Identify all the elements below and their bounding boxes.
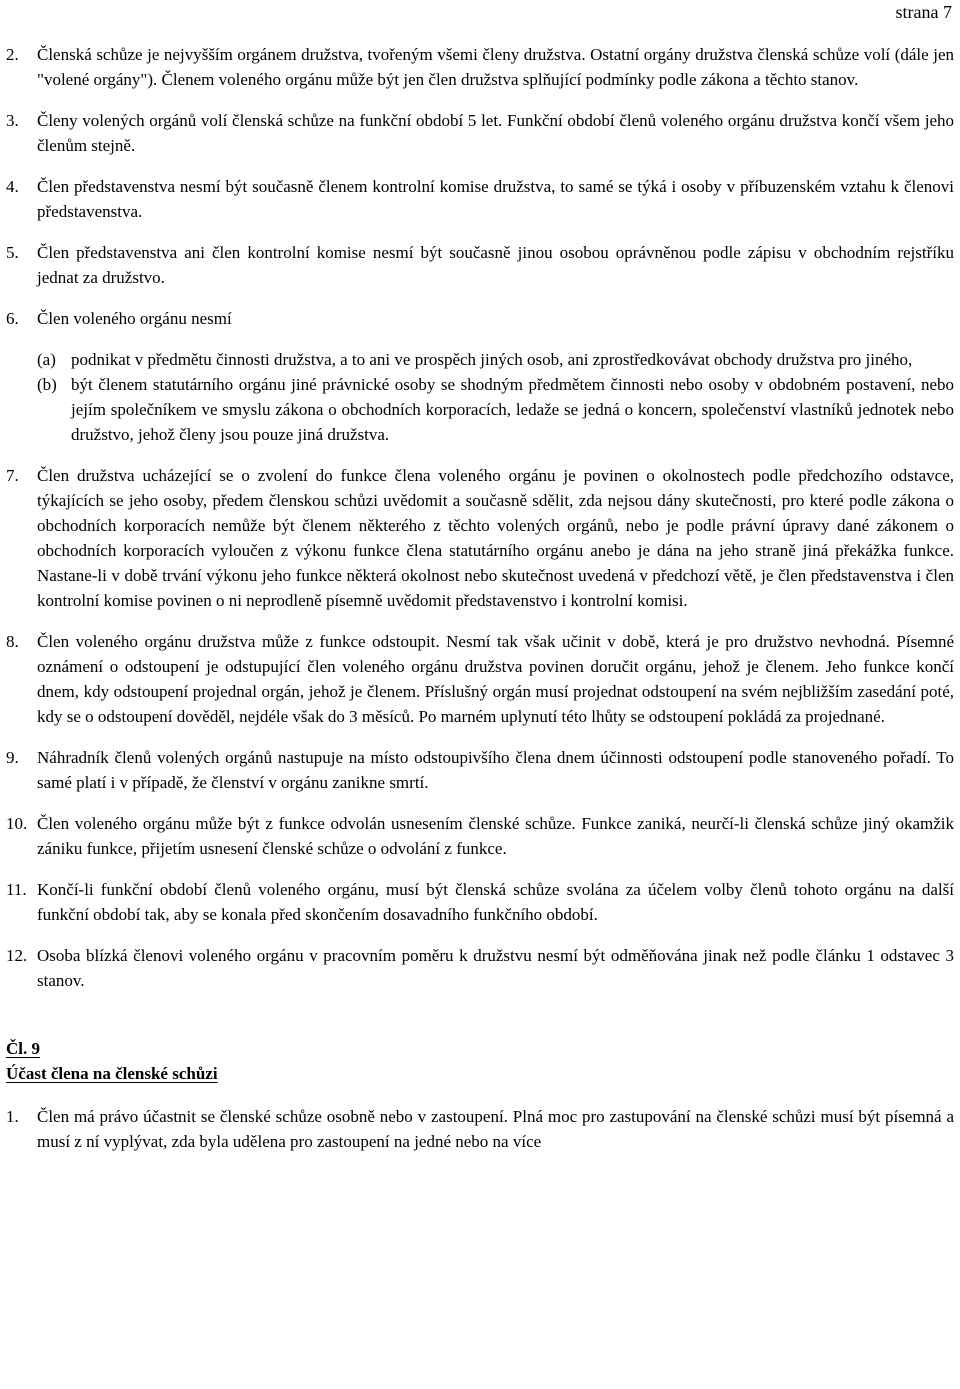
paragraph-number: 6.	[6, 309, 19, 328]
paragraph-5	[6, 240, 954, 290]
document-body	[6, 42, 954, 1170]
paragraph-number: 7.	[6, 466, 19, 485]
paragraph-art9-1	[6, 1104, 954, 1154]
paragraph-11	[6, 877, 954, 927]
paragraph-12	[6, 943, 954, 993]
paragraph-text: Člen představenstva nesmí být současně členem kontrolní komise družstva, to samé se týká i osoby v příbuzenském vztahu k členovi představenstva.	[37, 177, 954, 221]
paragraph-text: Členy volených orgánů volí členská schůze na funkční období 5 let. Funkční období členů voleného orgánu družstva končí všem jeho členům stejně.	[37, 111, 954, 155]
paragraph-number: 11.	[6, 880, 27, 899]
paragraph-number: 12.	[6, 946, 28, 965]
paragraph-8	[6, 629, 954, 729]
subitem-text: být členem statutárního orgánu jiné právnické osoby se shodným předmětem činnosti nebo osoby v obdobném postavení, nebo jejím společníkem ve smyslu zákona o obchodních korporacích, ledaže se jedná o koncern, společenství vlastníků jednotek nebo družstvo, jehož členy jsou pouze jiná družstva.	[71, 375, 954, 444]
paragraph-number: 9.	[6, 748, 19, 767]
paragraph-text: Člen družstva ucházející se o zvolení do funkce člena voleného orgánu je povinen o okolnostech podle předchozího odstavce, týkajících se jeho osoby, předem členskou schůzi uvědomit a současně sdělit, zda nejsou dány skutečnosti, pro které podle zákona o obchodních korporacích nemůže být členem některého z těchto volených orgánů, nebo je podle právní úpravy dané zákonem o obchodních korporacích vyloučen z výkonu funkce člena statutárního orgánu anebo je dána na jeho straně jiná překážka funkce. Nastane-li v době trvání výkonu jeho funkce některá okolnost nebo skutečnost uvedená v předchozí větě, je člen představenstva i člen kontrolní komise povinen o ni neprodleně písemně uvědomit představenstvo i kontrolní komisi.	[37, 466, 954, 610]
paragraph-3	[6, 108, 954, 158]
paragraph-number: 5.	[6, 243, 19, 262]
paragraph-2	[6, 42, 954, 92]
paragraph-7	[6, 463, 954, 613]
paragraph-text: Člen voleného orgánu družstva může z funkce odstoupit. Nesmí tak však učinit v době, která je pro družstvo nevhodná. Písemné oznámení o odstoupení je odstupující člen voleného orgánu družstva povinen doručit orgánu, jehož je členem. Jeho funkce končí dnem, kdy odstoupení projednal orgán, jehož je členem. Příslušný orgán musí projednat odstoupení na svém nejbližším zasedání poté, kdy se o odstoupení dověděl, nejdéle však do 3 měsíců. Po marném uplynutí této lhůty se odstoupení pokládá za projednané.	[37, 632, 954, 726]
subitem-label: (a)	[37, 350, 56, 369]
article-title-text: Účast člena na členské schůzi	[6, 1064, 218, 1083]
paragraph-number: 4.	[6, 177, 19, 196]
paragraph-10	[6, 811, 954, 861]
paragraph-text: Člen má právo účastnit se členské schůze osobně nebo v zastoupení. Plná moc pro zastupování na členské schůzi musí být písemná a musí z ní vyplývat, zda byla udělena pro zastoupení na jedné nebo na více	[37, 1107, 954, 1151]
paragraph-number: 1.	[6, 1107, 19, 1126]
subitem-b	[37, 372, 954, 447]
paragraph-text: Osoba blízká členovi voleného orgánu v pracovním poměru k družstvu nesmí být odměňována jinak než podle článku 1 odstavec 3 stanov.	[37, 946, 954, 990]
paragraph-text: Končí-li funkční období členů voleného orgánu, musí být členská schůze svolána za účelem volby členů tohoto orgánu na další funkční období tak, aby se konala před skončením dosavadního funkčního období.	[37, 880, 954, 924]
paragraph-number: 2.	[6, 45, 19, 64]
paragraph-number: 10.	[6, 814, 28, 833]
article-title	[6, 1061, 954, 1086]
paragraph-lead: Člen voleného orgánu nesmí	[37, 309, 232, 328]
paragraph-number: 8.	[6, 632, 19, 651]
paragraph-9	[6, 745, 954, 795]
page-number: strana 7	[895, 2, 952, 22]
paragraph-text: Člen voleného orgánu může být z funkce odvolán usnesením členské schůze. Funkce zaniká, neurčí-li členská schůze jiný okamžik zániku funkce, přijetím usnesení členské schůze o odvolání z funkce.	[37, 814, 954, 858]
article-number	[6, 1036, 954, 1061]
paragraph-6	[6, 306, 954, 447]
subitem-label: (b)	[37, 375, 57, 394]
paragraph-text: Náhradník členů volených orgánů nastupuje na místo odstoupivšího člena dnem účinnosti odstoupení podle stanoveného pořadí. To samé platí i v případě, že členství v orgánu zanikne smrtí.	[37, 748, 954, 792]
paragraph-number: 3.	[6, 111, 19, 130]
paragraph-text: Členská schůze je nejvyšším orgánem družstva, tvořeným všemi členy družstva. Ostatní orgány družstva členská schůze volí (dále jen "volené orgány"). Členem voleného orgánu může být jen člen družstva splňující podmínky podle zákona a těchto stanov.	[37, 45, 954, 89]
paragraph-4	[6, 174, 954, 224]
article-number-text: Čl. 9	[6, 1039, 40, 1058]
paragraph-body	[37, 306, 954, 447]
subitem-a	[37, 347, 954, 372]
subitem-text: podnikat v předmětu činnosti družstva, a to ani ve prospěch jiných osob, ani zprostředkovávat obchody družstva pro jiného,	[71, 350, 913, 369]
paragraph-text: Člen představenstva ani člen kontrolní komise nesmí být současně jinou osobou oprávněnou podle zápisu v obchodním rejstříku jednat za družstvo.	[37, 243, 954, 287]
